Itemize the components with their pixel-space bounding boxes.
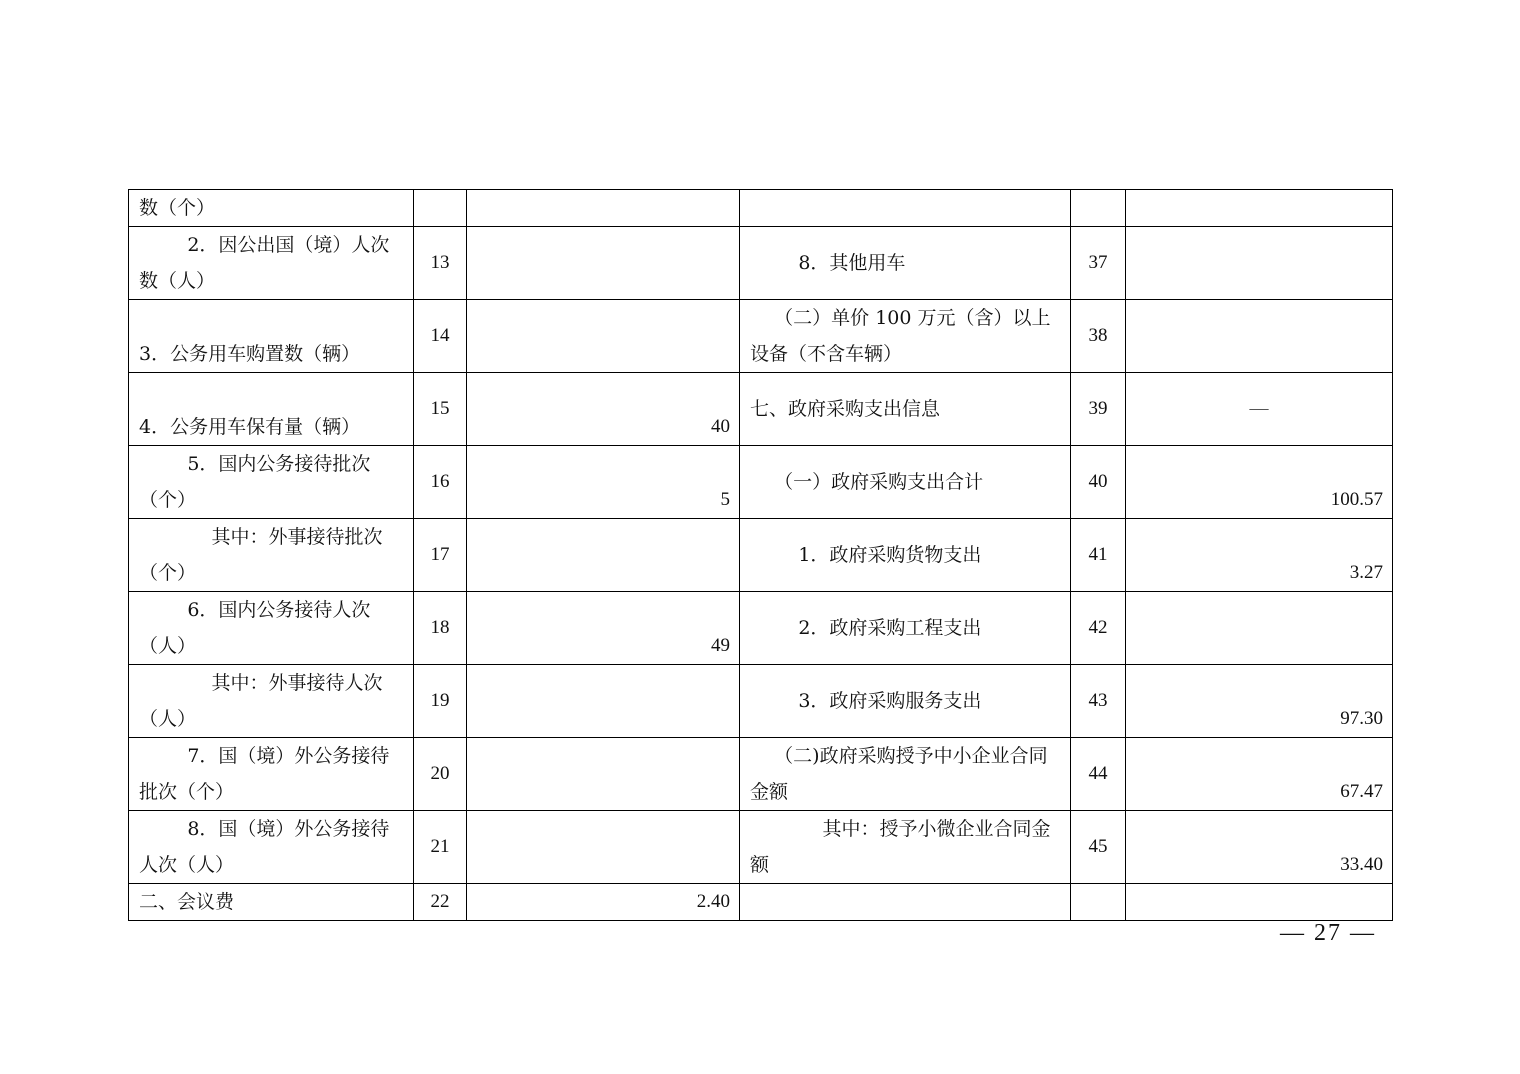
table-row (129, 738, 1393, 811)
right-item-cell: 3．政府采购服务支出 (740, 665, 1071, 738)
table-row (129, 373, 1393, 446)
left-row-number: 20 (414, 738, 467, 811)
right-value-cell (1126, 592, 1393, 665)
right-value-cell (1126, 884, 1393, 921)
table-row (129, 446, 1393, 519)
right-value-cell: 33.40 (1126, 811, 1393, 884)
page-number: — 27 — (1280, 920, 1376, 946)
right-value-cell (1126, 300, 1393, 373)
right-item-cell: （一）政府采购支出合计 (740, 446, 1071, 519)
right-row-number (1071, 190, 1126, 227)
right-row-number: 44 (1071, 738, 1126, 811)
left-value-cell (467, 811, 740, 884)
left-row-number: 14 (414, 300, 467, 373)
left-row-number: 19 (414, 665, 467, 738)
left-value-cell (467, 227, 740, 300)
right-row-number: 40 (1071, 446, 1126, 519)
right-value-cell: 67.47 (1126, 738, 1393, 811)
table-row (129, 300, 1393, 373)
left-row-number: 16 (414, 446, 467, 519)
left-value-cell: 49 (467, 592, 740, 665)
left-item-cell: 3．公务用车购置数（辆） (129, 300, 414, 373)
right-value-cell: 100.57 (1126, 446, 1393, 519)
left-item-cell: 8．国（境）外公务接待人次（人） (129, 811, 414, 884)
right-item-cell: 2．政府采购工程支出 (740, 592, 1071, 665)
table-row (129, 811, 1393, 884)
right-item-cell: （二）单价 100 万元（含）以上设备（不含车辆） (740, 300, 1071, 373)
right-row-number: 42 (1071, 592, 1126, 665)
left-value-cell (467, 519, 740, 592)
right-value-cell (1126, 190, 1393, 227)
left-item-cell: 2．因公出国（境）人次数（人） (129, 227, 414, 300)
right-row-number: 39 (1071, 373, 1126, 446)
right-row-number (1071, 884, 1126, 921)
left-row-number: 13 (414, 227, 467, 300)
right-item-cell (740, 190, 1071, 227)
right-value-cell: — (1126, 373, 1393, 446)
right-item-cell (740, 884, 1071, 921)
left-item-cell: 6．国内公务接待人次（人） (129, 592, 414, 665)
left-item-cell: 7．国（境）外公务接待批次（个） (129, 738, 414, 811)
right-item-cell: 1．政府采购货物支出 (740, 519, 1071, 592)
left-item-cell: 其中：外事接待人次（人） (129, 665, 414, 738)
table-row (129, 190, 1393, 227)
left-value-cell: 40 (467, 373, 740, 446)
right-item-cell: 七、政府采购支出信息 (740, 373, 1071, 446)
left-item-cell: 二、会议费 (129, 884, 414, 921)
left-item-cell: 其中：外事接待批次（个） (129, 519, 414, 592)
right-value-cell: 97.30 (1126, 665, 1393, 738)
left-value-cell: 5 (467, 446, 740, 519)
right-row-number: 37 (1071, 227, 1126, 300)
left-item-cell: 5．国内公务接待批次（个） (129, 446, 414, 519)
left-value-cell (467, 300, 740, 373)
right-row-number: 41 (1071, 519, 1126, 592)
right-item-cell: 其中：授予小微企业合同金额 (740, 811, 1071, 884)
left-row-number: 21 (414, 811, 467, 884)
left-value-cell (467, 190, 740, 227)
right-row-number: 43 (1071, 665, 1126, 738)
right-row-number: 38 (1071, 300, 1126, 373)
left-row-number (414, 190, 467, 227)
right-item-cell: （二)政府采购授予中小企业合同金额 (740, 738, 1071, 811)
left-item-cell: 4．公务用车保有量（辆） (129, 373, 414, 446)
left-item-cell: 数（个） (129, 190, 414, 227)
table-row (129, 519, 1393, 592)
left-row-number: 17 (414, 519, 467, 592)
left-row-number: 22 (414, 884, 467, 921)
left-row-number: 15 (414, 373, 467, 446)
left-value-cell: 2.40 (467, 884, 740, 921)
left-value-cell (467, 665, 740, 738)
left-value-cell (467, 738, 740, 811)
table-row (129, 592, 1393, 665)
report-table (128, 189, 1393, 921)
right-value-cell: 3.27 (1126, 519, 1393, 592)
right-item-cell: 8．其他用车 (740, 227, 1071, 300)
right-value-cell (1126, 227, 1393, 300)
table-row (129, 227, 1393, 300)
right-row-number: 45 (1071, 811, 1126, 884)
table-row (129, 884, 1393, 921)
table-row (129, 665, 1393, 738)
left-row-number: 18 (414, 592, 467, 665)
